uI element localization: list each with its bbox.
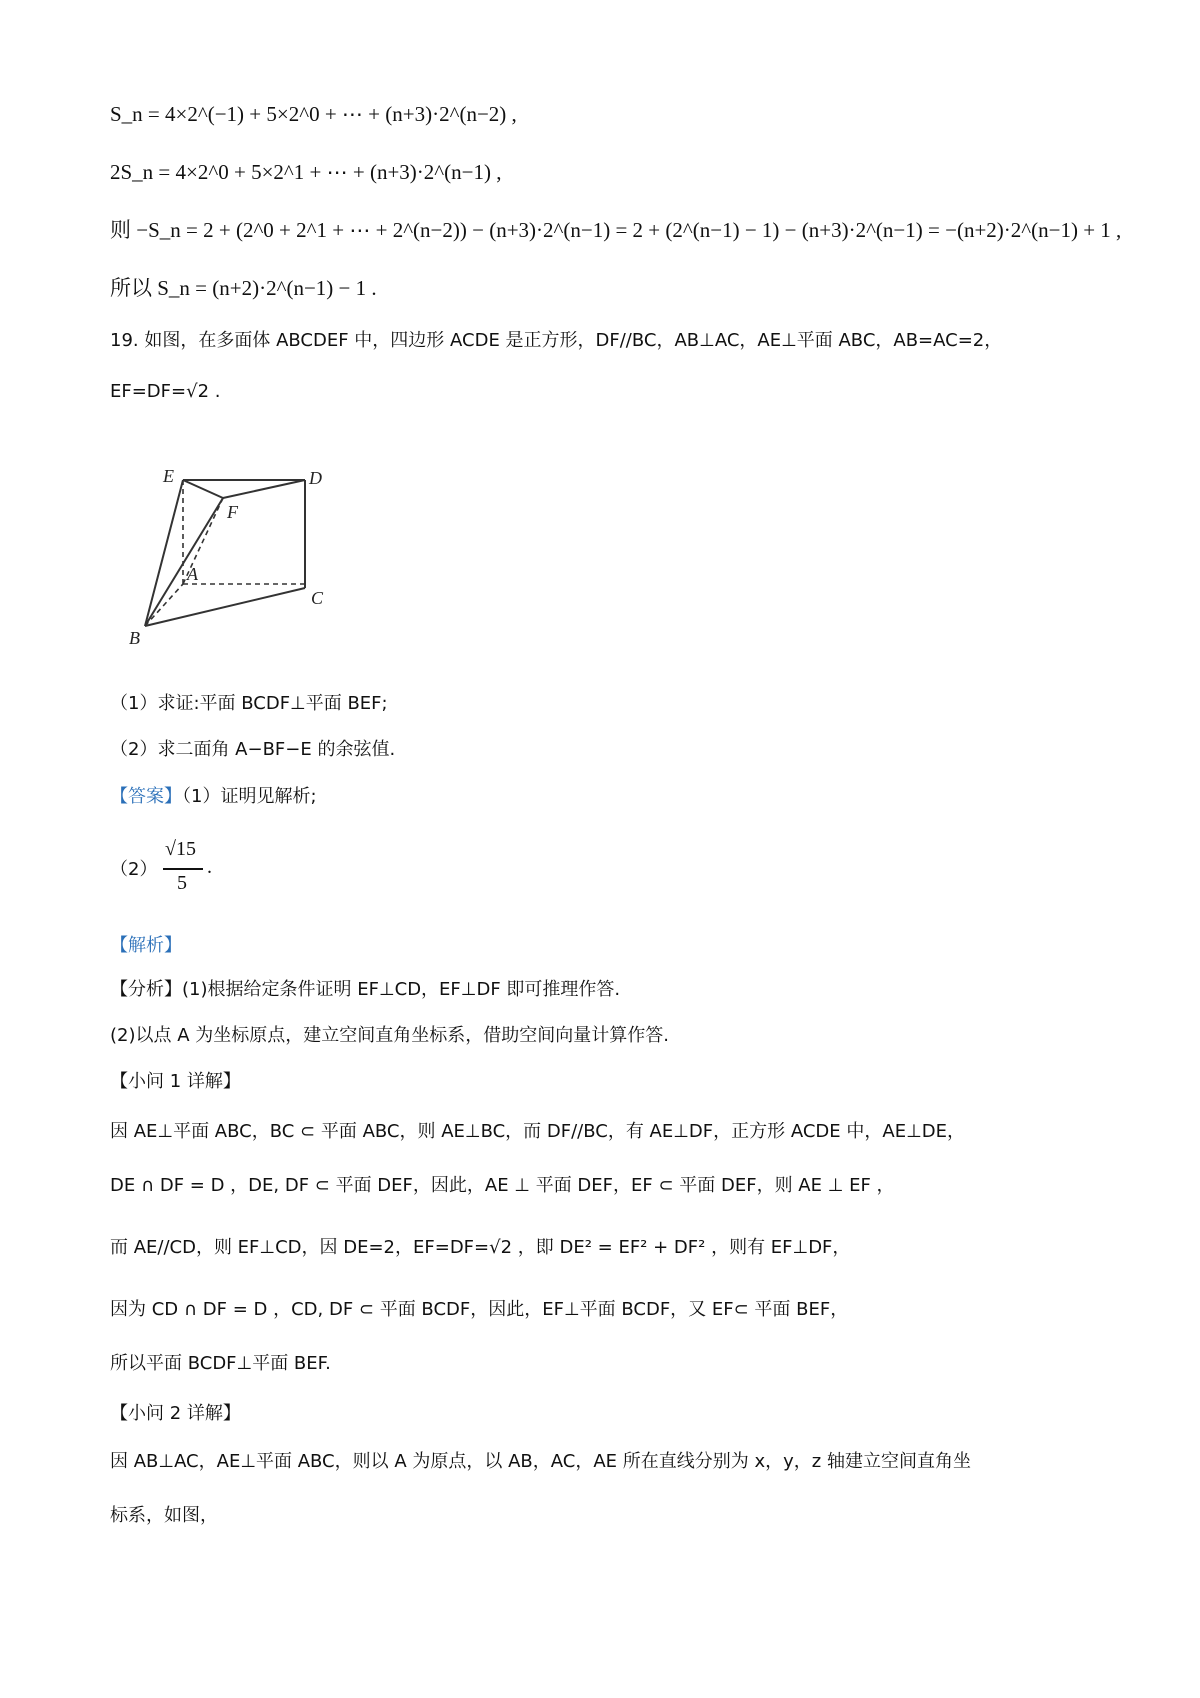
solution-2-line-2: 标系，如图， xyxy=(110,1505,218,1526)
answer-part-2-fraction xyxy=(155,838,215,902)
solution-1-line-1: 因 AE⊥平面 ABC，BC ⊂ 平面 ABC，则 AE⊥BC，而 DF//BC，有 AE⊥DF，正方形 ACDE 中，AE⊥DE， xyxy=(110,1121,965,1142)
question-19-condition: EF=DF=√2 . xyxy=(110,381,221,402)
question-19-stem: 19. 如图，在多面体 ABCDEF 中，四边形 ACDE 是正方形，DF//BC，AB⊥AC，AE⊥平面 ABC，AB=AC=2， xyxy=(110,330,1003,351)
vertex-label-d: D xyxy=(309,468,322,488)
sn-result-line: 所以 S_n = (n+2)·2^(n−1) − 1 . xyxy=(110,276,377,300)
figure-hidden-edges xyxy=(145,480,305,626)
solution-1-line-4: 因为 CD ∩ DF = D ，CD, DF ⊂ 平面 BCDF，因此，EF⊥平面 BCDF，又 EF⊂ 平面 BEF， xyxy=(110,1299,849,1320)
edge-bf xyxy=(145,498,223,626)
fraction-numerator: √15 xyxy=(165,838,196,860)
analysis-tag: 【解析】 xyxy=(110,935,182,956)
solution-1-line-2: DE ∩ DF = D ，DE, DF ⊂ 平面 DEF，因此，AE ⊥ 平面 DEF，EF ⊂ 平面 DEF，则 AE ⊥ EF ， xyxy=(110,1175,895,1196)
answer-part-2-prefix: （2） xyxy=(110,859,158,880)
polyhedron-figure xyxy=(129,466,365,648)
sum-sn-line: S_n = 4×2^(−1) + 5×2^0 + ⋯ + (n+3)·2^(n−2) , xyxy=(110,102,517,126)
solution-2-line-1: 因 AB⊥AC，AE⊥平面 ABC，则以 A 为原点，以 AB，AC，AE 所在直线分别为 x，y，z 轴建立空间直角坐 xyxy=(110,1451,971,1472)
part-2-question: （2）求二面角 A−BF−E 的余弦值. xyxy=(110,739,396,760)
vertex-label-a: A xyxy=(187,564,198,584)
edge-ef xyxy=(183,480,223,498)
analysis-summary-1: 【分析】(1)根据给定条件证明 EF⊥CD，EF⊥DF 即可推理作答. xyxy=(110,979,621,1000)
subquestion-1-heading: 【小问 1 详解】 xyxy=(110,1071,241,1092)
vertex-label-b: B xyxy=(129,628,140,648)
answer-part-1: （1）证明见解析; xyxy=(182,786,317,807)
solution-1-line-5: 所以平面 BCDF⊥平面 BEF. xyxy=(110,1353,331,1374)
vertex-label-f: F xyxy=(227,502,238,522)
answer-line xyxy=(110,782,317,811)
analysis-summary-2: (2)以点 A 为坐标原点，建立空间直角坐标系，借助空间向量计算作答. xyxy=(110,1025,669,1046)
difference-line: 则 −S_n = 2 + (2^0 + 2^1 + ⋯ + 2^(n−2)) − (n+3)·2^(n−1) = 2 + (2^(n−1) − 1) − (n+3)·2^(n−1) = −(n+2)·2^(n−1) + 1 , xyxy=(110,218,1122,242)
fraction-bar xyxy=(163,868,203,870)
vertex-label-e: E xyxy=(163,466,174,486)
vertex-label-c: C xyxy=(311,588,324,608)
fraction-period: . xyxy=(207,856,212,878)
edge-bc xyxy=(145,588,305,626)
figure-solid-edges xyxy=(145,480,305,626)
solution-1-line-3: 而 AE//CD，则 EF⊥CD，因 DE=2，EF=DF=√2 ，即 DE² = EF² + DF² ，则有 EF⊥DF， xyxy=(110,1237,851,1258)
edge-fd xyxy=(223,480,305,498)
sum-2sn-line: 2S_n = 4×2^0 + 5×2^1 + ⋯ + (n+3)·2^(n−1) , xyxy=(110,160,502,184)
subquestion-2-heading: 【小问 2 详解】 xyxy=(110,1403,241,1424)
part-1-question: （1）求证:平面 BCDF⊥平面 BEF; xyxy=(110,693,388,714)
answer-tag: 【答案】 xyxy=(110,786,182,807)
fraction-denominator: 5 xyxy=(177,872,187,894)
